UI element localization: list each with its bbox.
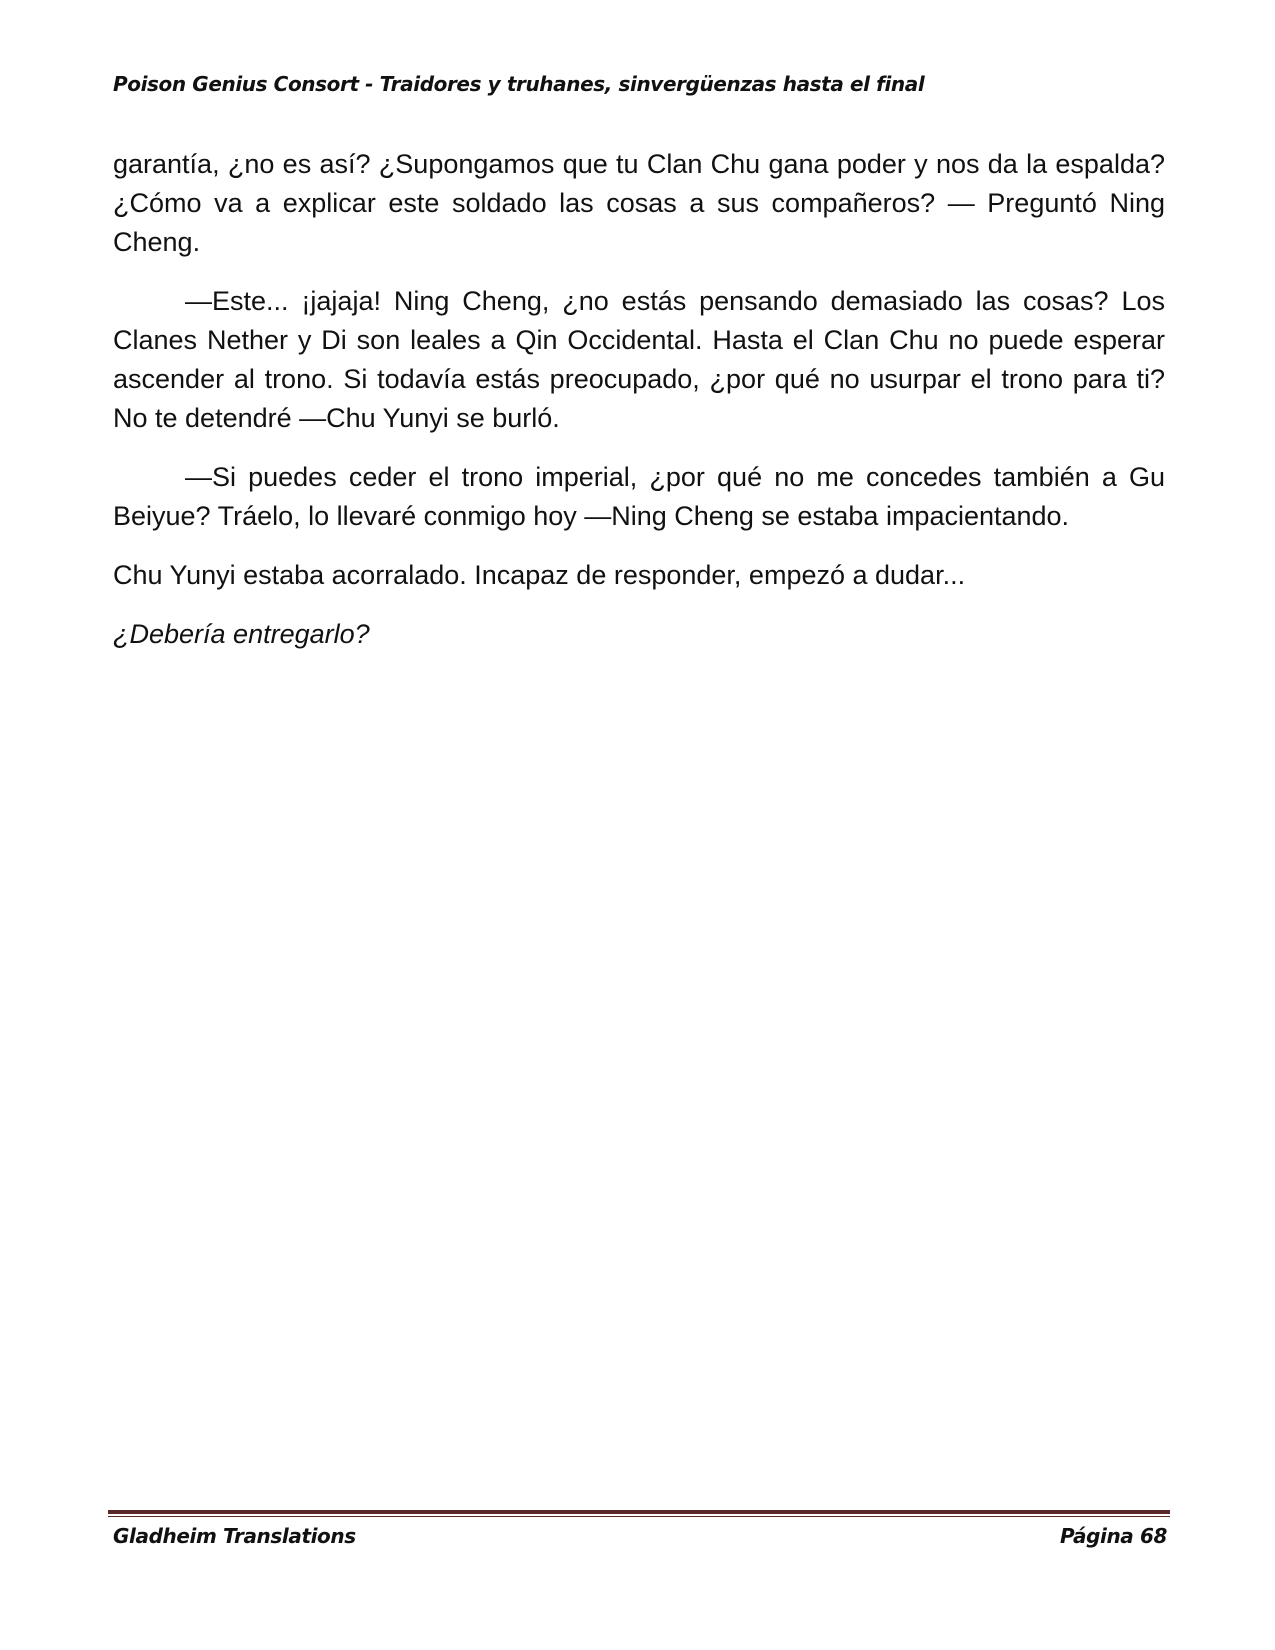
footer-divider: [108, 1510, 1170, 1517]
paragraph-5: ¿Debería entregarlo?: [113, 619, 370, 649]
paragraph-2: —Este... ¡jajaja! Ning Cheng, ¿no estás pensando demasiado las cosas? Los Clanes Nether y Di son leales a Qin Occidental. Hasta el Clan Chu no puede esperar ascender al trono. Si todavía estás preocupado, ¿por qué no usurpar el trono para ti? No te detendré —Chu Yunyi se burló.: [113, 286, 1165, 433]
footer-page-number: Página 68: [1060, 1524, 1167, 1548]
paragraph-1: garantía, ¿no es así? ¿Supongamos que tu Clan Chu gana poder y nos da la espalda? ¿Cómo va a explicar este soldado las cosas a sus compañeros? — Preguntó Ning Cheng.: [113, 149, 1165, 257]
paragraph-3: —Si puedes ceder el trono imperial, ¿por qué no me concedes también a Gu Beiyue? Tráelo, lo llevaré conmigo hoy —Ning Cheng se estaba impacientando.: [113, 462, 1165, 531]
running-header-title: Poison Genius Consort - Traidores y truhanes, sinvergüenzas hasta el final: [113, 72, 925, 96]
body-text: [113, 145, 1165, 674]
footer-publisher: Gladheim Translations: [113, 1524, 356, 1548]
paragraph-4: Chu Yunyi estaba acorralado. Incapaz de responder, empezó a dudar...: [113, 560, 966, 590]
